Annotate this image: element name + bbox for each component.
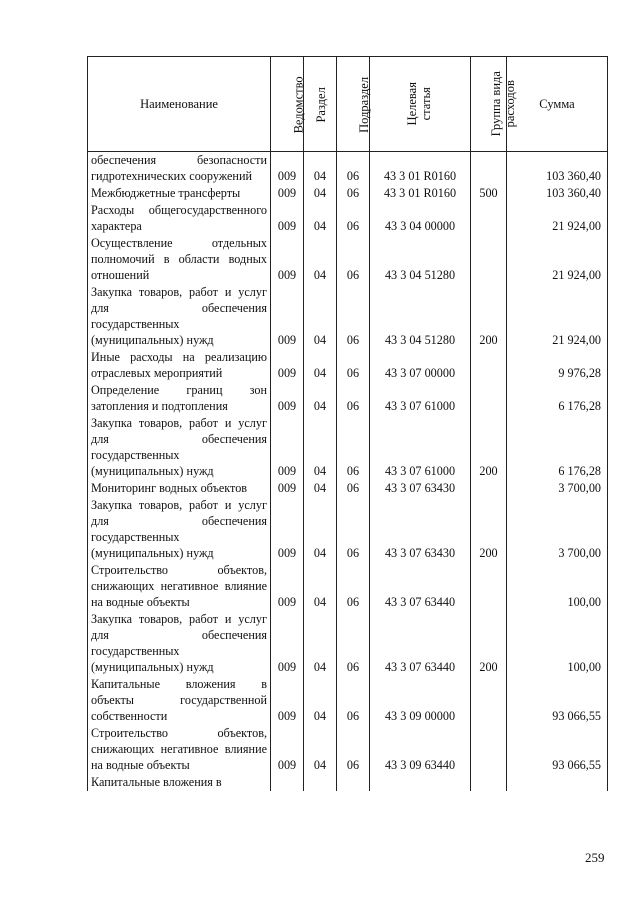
cell-target: 43 3 07 63440: [370, 562, 471, 611]
cell-target: 43 3 04 51280: [370, 284, 471, 349]
table-row: [88, 497, 608, 562]
cell-dept: 009: [271, 497, 304, 562]
header-target-item-line1: Целевая: [405, 82, 420, 126]
cell-name: Закупка товаров, работ и услуг для обеспечения государственных (муниципальных) нужд: [88, 497, 271, 562]
cell-name: Строительство объектов, снижающих негативное влияние на водные объекты: [88, 725, 271, 774]
cell-dept: 009: [271, 202, 304, 235]
cell-dept: 009: [271, 611, 304, 676]
table-body: [88, 152, 608, 792]
cell-sum: 103 360,40: [507, 185, 608, 202]
cell-sub: 06: [337, 152, 370, 186]
cell-sec: 04: [304, 611, 337, 676]
header-section: Раздел: [304, 57, 337, 152]
cell-sub: 06: [337, 676, 370, 725]
header-subsection: Подраздел: [337, 57, 370, 152]
cell-name: Закупка товаров, работ и услуг для обеспечения государственных (муниципальных) нужд: [88, 284, 271, 349]
cell-target: 43 3 07 61000: [370, 415, 471, 480]
cell-dept: 009: [271, 382, 304, 415]
cell-sec: 04: [304, 235, 337, 284]
cell-name: Иные расходы на реализацию отраслевых мероприятий: [88, 349, 271, 382]
cell-target: 43 3 04 51280: [370, 235, 471, 284]
table-row: [88, 611, 608, 676]
cell-sec: 04: [304, 725, 337, 774]
cell-sec: 04: [304, 202, 337, 235]
cell-dept: 009: [271, 415, 304, 480]
cell-target: 43 3 09 00000: [370, 676, 471, 725]
cell-group: 200: [471, 415, 507, 480]
cell-sum: 21 924,00: [507, 284, 608, 349]
cell-sum: 3 700,00: [507, 480, 608, 497]
cell-target: 43 3 01 R0160: [370, 152, 471, 186]
table-row: [88, 725, 608, 774]
cell-name: Строительство объектов, снижающих негативное влияние на водные объекты: [88, 562, 271, 611]
cell-sum: 100,00: [507, 562, 608, 611]
cell-sec: 04: [304, 152, 337, 186]
cell-dept: 009: [271, 480, 304, 497]
cell-target: 43 3 04 00000: [370, 202, 471, 235]
table-row: [88, 202, 608, 235]
cell-group: [471, 480, 507, 497]
cell-group: [471, 349, 507, 382]
cell-sec: 04: [304, 676, 337, 725]
table-row: [88, 284, 608, 349]
page-number: 259: [585, 850, 605, 865]
table-row: [88, 382, 608, 415]
cell-sec: 04: [304, 185, 337, 202]
cell-sec: 04: [304, 497, 337, 562]
cell-group: [471, 202, 507, 235]
table-row: [88, 480, 608, 497]
cell-sum: 103 360,40: [507, 152, 608, 186]
cell-target: [370, 774, 471, 791]
table-row: [88, 562, 608, 611]
cell-sub: 06: [337, 611, 370, 676]
cell-sub: 06: [337, 415, 370, 480]
cell-dept: 009: [271, 152, 304, 186]
cell-sum: 21 924,00: [507, 235, 608, 284]
cell-sub: 06: [337, 382, 370, 415]
cell-group: [471, 725, 507, 774]
cell-sec: [304, 774, 337, 791]
cell-group: [471, 152, 507, 186]
cell-group: 200: [471, 497, 507, 562]
header-department: Ведомство: [271, 57, 304, 152]
table-row: [88, 152, 608, 186]
table-row: [88, 774, 608, 791]
cell-sub: 06: [337, 725, 370, 774]
cell-sub: 06: [337, 235, 370, 284]
cell-dept: 009: [271, 725, 304, 774]
cell-name: обеспечения безопасности гидротехнических сооружений: [88, 152, 271, 186]
cell-name: Закупка товаров, работ и услуг для обеспечения государственных (муниципальных) нужд: [88, 415, 271, 480]
cell-sum: 100,00: [507, 611, 608, 676]
cell-sub: 06: [337, 349, 370, 382]
cell-group: 200: [471, 611, 507, 676]
cell-name: Капитальные вложения в объекты государственной собственности: [88, 676, 271, 725]
cell-sub: 06: [337, 185, 370, 202]
cell-sec: 04: [304, 415, 337, 480]
cell-sum: 3 700,00: [507, 497, 608, 562]
cell-sum: 21 924,00: [507, 202, 608, 235]
cell-group: [471, 676, 507, 725]
cell-target: 43 3 01 R0160: [370, 185, 471, 202]
cell-target: 43 3 07 00000: [370, 349, 471, 382]
cell-sub: 06: [337, 497, 370, 562]
table-row: [88, 185, 608, 202]
cell-group: [471, 235, 507, 284]
cell-sub: 06: [337, 284, 370, 349]
cell-name: Межбюджетные трансферты: [88, 185, 271, 202]
cell-name: Капитальные вложения в: [88, 774, 271, 791]
cell-name: Расходы общегосударственного характера: [88, 202, 271, 235]
cell-dept: 009: [271, 562, 304, 611]
table-row: [88, 349, 608, 382]
cell-dept: 009: [271, 349, 304, 382]
table-row: [88, 235, 608, 284]
cell-target: 43 3 09 63440: [370, 725, 471, 774]
header-sum: Сумма: [507, 57, 608, 152]
cell-sum: 9 976,28: [507, 349, 608, 382]
cell-dept: 009: [271, 284, 304, 349]
cell-sec: 04: [304, 349, 337, 382]
cell-target: 43 3 07 63440: [370, 611, 471, 676]
cell-group: 500: [471, 185, 507, 202]
header-target-item: [370, 57, 471, 152]
header-target-item-line2: статья: [419, 87, 433, 121]
cell-group: [471, 774, 507, 791]
cell-target: 43 3 07 63430: [370, 497, 471, 562]
budget-table: [87, 56, 608, 791]
header-expense-group: [471, 57, 517, 152]
cell-group: 200: [471, 284, 507, 349]
cell-group: [471, 562, 507, 611]
header-expense-group-line2: расходов: [502, 80, 517, 128]
cell-sum: 6 176,28: [507, 382, 608, 415]
cell-name: Закупка товаров, работ и услуг для обеспечения государственных (муниципальных) нужд: [88, 611, 271, 676]
cell-name: Осуществление отдельных полномочий в области водных отношений: [88, 235, 271, 284]
cell-sum: 6 176,28: [507, 415, 608, 480]
cell-sub: 06: [337, 202, 370, 235]
header-row: [88, 57, 608, 152]
cell-name: Мониторинг водных объектов: [88, 480, 271, 497]
header-expense-group-line1: Группа вида: [488, 71, 503, 137]
cell-sec: 04: [304, 382, 337, 415]
cell-sec: 04: [304, 480, 337, 497]
cell-dept: 009: [271, 235, 304, 284]
table-row: [88, 415, 608, 480]
header-name: Наименование: [88, 57, 271, 152]
table-row: [88, 676, 608, 725]
cell-sub: 06: [337, 562, 370, 611]
cell-target: 43 3 07 63430: [370, 480, 471, 497]
cell-sub: 06: [337, 480, 370, 497]
cell-sum: 93 066,55: [507, 676, 608, 725]
cell-sum: 93 066,55: [507, 725, 608, 774]
cell-sec: 04: [304, 284, 337, 349]
cell-group: [471, 382, 507, 415]
cell-dept: 009: [271, 185, 304, 202]
cell-sub: [337, 774, 370, 791]
cell-dept: [271, 774, 304, 791]
cell-dept: 009: [271, 676, 304, 725]
cell-sum: [507, 774, 608, 791]
cell-target: 43 3 07 61000: [370, 382, 471, 415]
cell-name: Определение границ зон затопления и подтопления: [88, 382, 271, 415]
cell-sec: 04: [304, 562, 337, 611]
